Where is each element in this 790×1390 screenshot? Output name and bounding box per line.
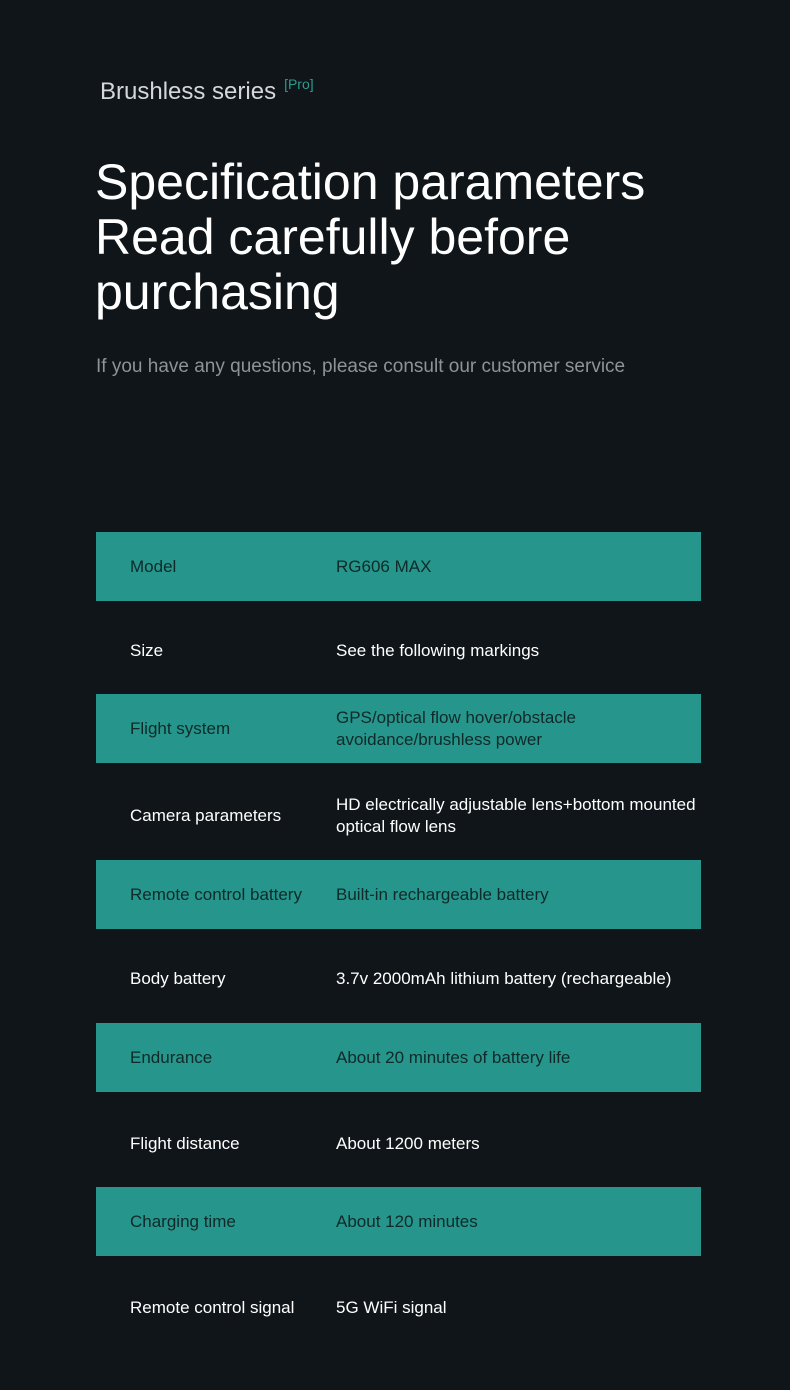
spec-row-body-battery — [96, 944, 701, 1013]
series-label — [100, 78, 314, 106]
spec-label: Remote control signal — [130, 1297, 295, 1317]
spec-row-flight-distance — [96, 1109, 701, 1178]
spec-value: RG606 MAX — [336, 556, 432, 576]
series-tag: [Pro] — [284, 76, 314, 92]
spec-row-charging-time — [96, 1187, 701, 1256]
headline-line-3: purchasing — [95, 264, 340, 320]
spec-row-flight-system — [96, 694, 701, 763]
spec-value: 5G WiFi signal — [336, 1297, 447, 1317]
spec-row-remote-control-battery — [96, 860, 701, 929]
spec-label: Flight system — [130, 718, 231, 738]
series-name: Brushless series — [100, 78, 277, 105]
spec-value: About 120 minutes — [336, 1211, 478, 1231]
spec-row-endurance — [96, 1023, 701, 1092]
spec-value: About 20 minutes of battery life — [336, 1047, 571, 1067]
spec-row-camera-parameters — [96, 781, 701, 850]
headline-line-1: Specification parameters — [95, 154, 646, 210]
spec-label: Endurance — [130, 1047, 213, 1067]
spec-label: Flight distance — [130, 1133, 240, 1153]
spec-label: Model — [130, 556, 177, 576]
spec-value: 3.7v 2000mAh lithium battery (rechargeable) — [336, 968, 672, 988]
spec-value: GPS/optical flow hover/obstacle avoidance/brushless power — [336, 707, 577, 749]
spec-label: Remote control battery — [130, 884, 302, 904]
spec-value: See the following markings — [336, 640, 540, 660]
spec-row-model — [96, 532, 701, 601]
spec-label: Camera parameters — [130, 805, 282, 825]
spec-value: Built-in rechargeable battery — [336, 884, 549, 904]
spec-label: Charging time — [130, 1211, 236, 1231]
spec-label: Size — [130, 640, 164, 660]
spec-value: About 1200 meters — [336, 1133, 480, 1153]
spec-row-remote-control-signal — [96, 1273, 701, 1342]
page-title — [95, 155, 715, 320]
headline-line-2: Read carefully before — [95, 209, 571, 265]
spec-label: Body battery — [130, 968, 226, 988]
spec-row-size — [96, 616, 701, 685]
subtitle: If you have any questions, please consult our customer service — [96, 356, 626, 377]
spec-value: HD electrically adjustable lens+bottom mounted optical flow lens — [336, 794, 696, 836]
